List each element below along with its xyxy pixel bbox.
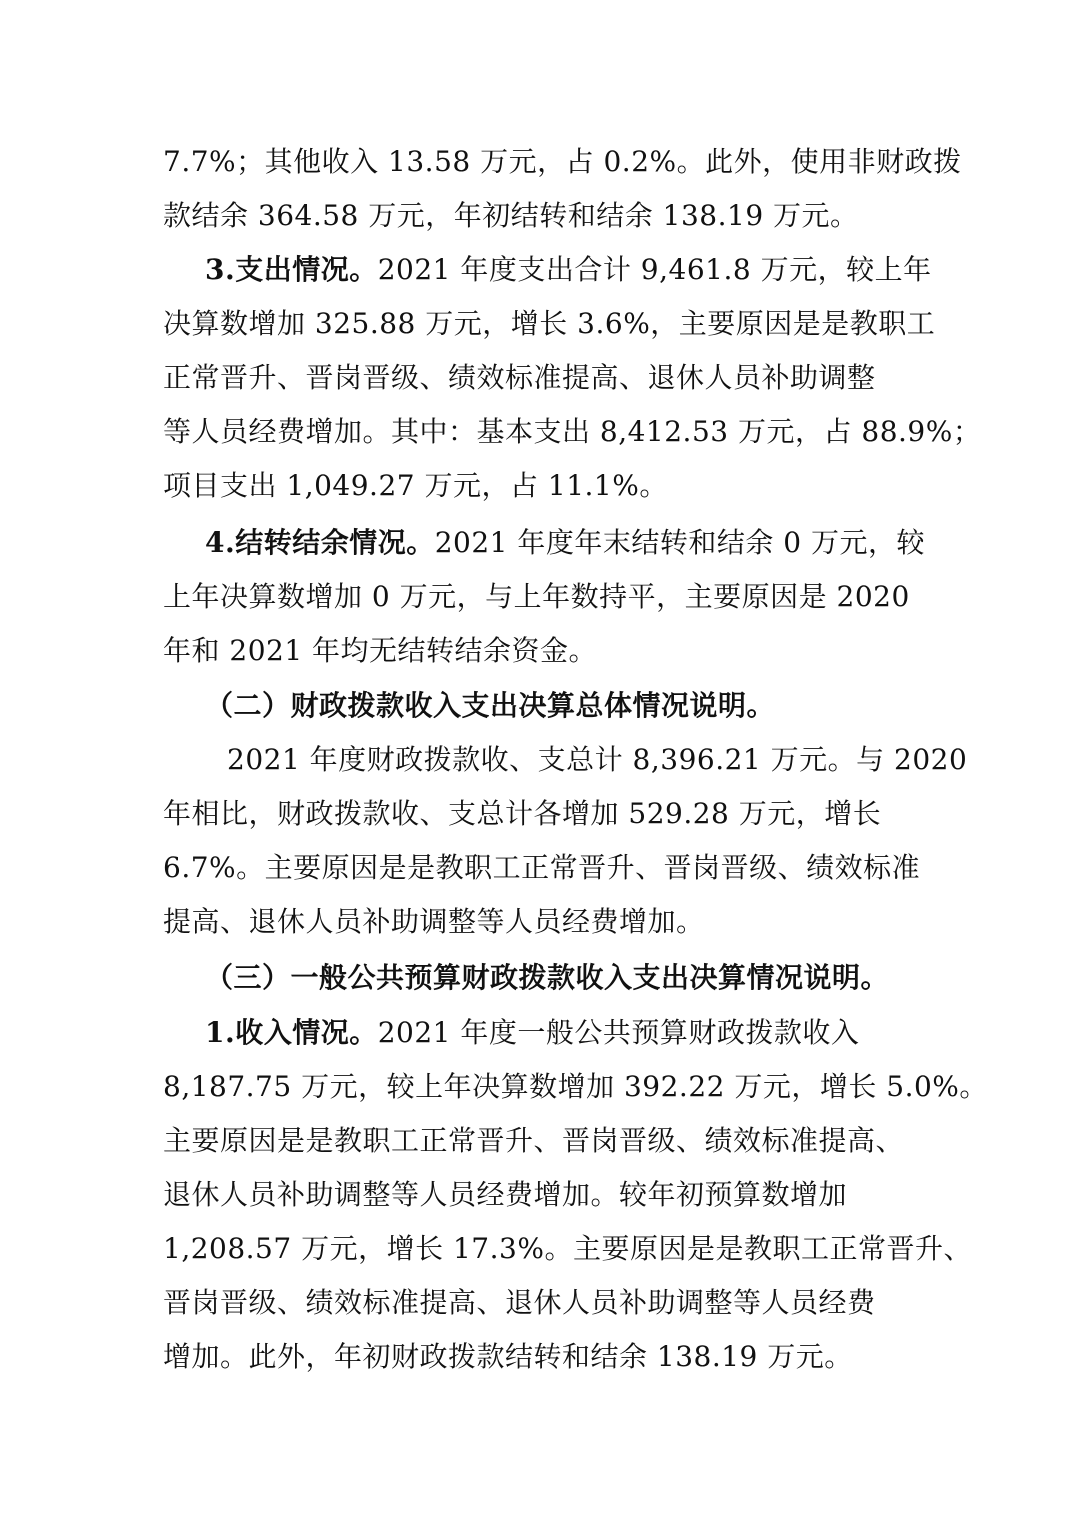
line-text: 等人员经费增加。其中：基本支出 8,412.53 万元，占 88.9%； — [163, 415, 982, 448]
line-text: 2021 年度一般公共预算财政拨款收入 — [377, 1016, 860, 1049]
text-line — [163, 412, 982, 452]
section-heading: 1.收入情况。 — [205, 1016, 378, 1049]
text-line — [163, 142, 962, 182]
line-text: 增加。此外，年初财政拨款结转和结余 138.19 万元。 — [163, 1340, 853, 1373]
section-4-heading-line — [205, 523, 935, 563]
line-text: 6.7%。主要原因是是教职工正常晋升、晋岗晋级、绩效标准 — [163, 851, 921, 884]
line-text: 7.7%；其他收入 13.58 万元，占 0.2%。此外，使用非财政拨 — [163, 145, 962, 178]
text-line — [163, 848, 933, 888]
text-line — [163, 631, 933, 671]
text-line — [163, 1121, 933, 1161]
line-text: 上年决算数增加 0 万元，与上年数持平，主要原因是 2020 — [163, 580, 910, 613]
section-heading: 3.支出情况。 — [205, 253, 378, 286]
line-text: 年相比，财政拨款收、支总计各增加 529.28 万元，增长 — [163, 797, 882, 830]
line-text: 晋岗晋级、绩效标准提高、退休人员补助调整等人员经费 — [163, 1286, 876, 1319]
line-text: 2021 年度财政拨款收、支总计 8,396.21 万元。与 2020 — [227, 743, 968, 776]
line-text: 决算数增加 325.88 万元，增长 3.6%，主要原因是是教职工 — [163, 307, 936, 340]
section-3-heading-line — [205, 250, 935, 290]
line-text: 2021 年度年末结转和结余 0 万元，较 — [434, 526, 926, 559]
text-line — [163, 304, 936, 344]
text-line — [163, 794, 933, 834]
line-text: 项目支出 1,049.27 万元，占 11.1%。 — [163, 469, 668, 502]
text-line — [163, 1337, 933, 1377]
line-text: 年和 2021 年均无结转结余资金。 — [163, 634, 598, 667]
section-two-heading — [205, 686, 935, 726]
text-line — [163, 1229, 972, 1269]
line-text: 1,208.57 万元，增长 17.3%。主要原因是是教职工正常晋升、 — [163, 1232, 972, 1265]
text-line — [163, 466, 933, 506]
section-heading: （三）一般公共预算财政拨款收入支出决算情况说明。 — [205, 961, 890, 994]
section-three-heading — [205, 958, 935, 998]
text-line — [163, 1067, 988, 1107]
section-heading: （二）财政拨款收入支出决算总体情况说明。 — [205, 689, 776, 722]
line-text: 正常晋升、晋岗晋级、绩效标准提高、退休人员补助调整 — [163, 361, 876, 394]
text-line — [163, 358, 933, 398]
line-text: 提高、退休人员补助调整等人员经费增加。 — [163, 905, 705, 938]
text-line — [227, 740, 968, 780]
text-line — [163, 577, 933, 617]
text-line — [163, 196, 933, 236]
text-line — [163, 902, 933, 942]
text-line — [163, 1175, 933, 1215]
section-heading: 4.结转结余情况。 — [205, 526, 435, 559]
line-text: 主要原因是是教职工正常晋升、晋岗晋级、绩效标准提高、 — [163, 1124, 905, 1157]
text-line — [163, 1283, 933, 1323]
line-text: 退休人员补助调整等人员经费增加。较年初预算数增加 — [163, 1178, 848, 1211]
line-text: 款结余 364.58 万元，年初结转和结余 138.19 万元。 — [163, 199, 859, 232]
line-text: 2021 年度支出合计 9,461.8 万元，较上年 — [377, 253, 932, 286]
line-text: 8,187.75 万元，较上年决算数增加 392.22 万元，增长 5.0%。 — [163, 1070, 988, 1103]
subsection-1-heading-line — [205, 1013, 935, 1053]
